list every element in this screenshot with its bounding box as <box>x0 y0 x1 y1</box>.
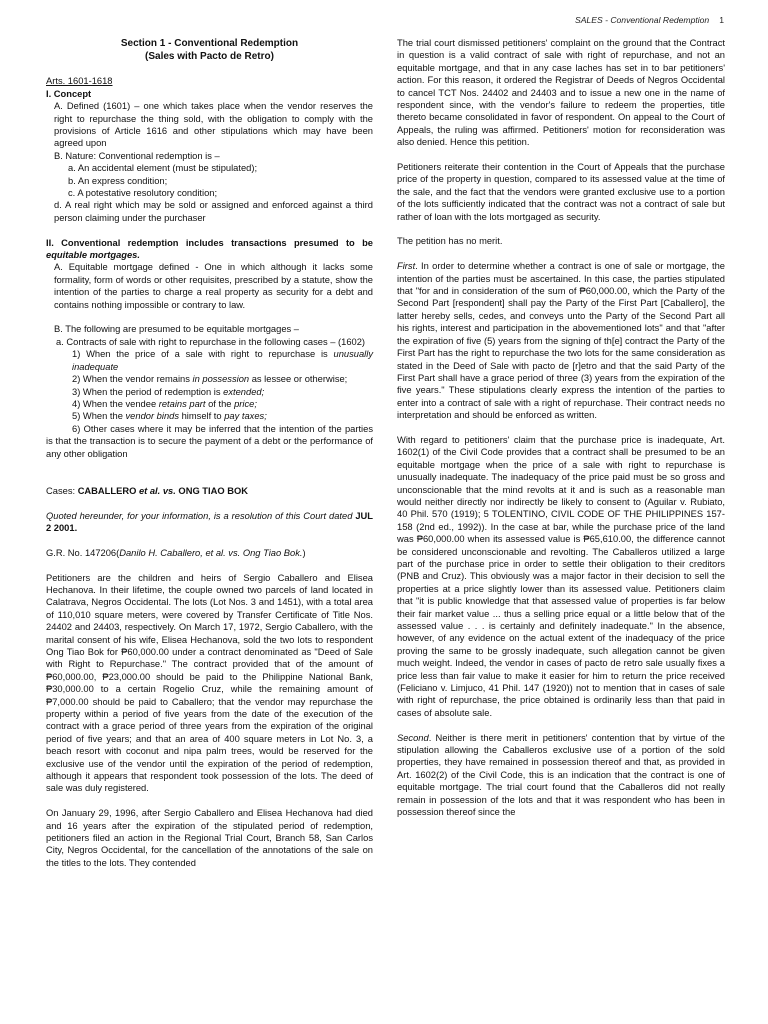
presumption-heading: B. The following are presumed to be equitable mortgages – <box>54 324 299 335</box>
presumption-case: 3) When the period of redemption is extended; <box>72 386 265 397</box>
facts-paragraph: Petitioners are the children and heirs of Sergio Caballero and Elisea Hechanova. In their lifetime, the couple owned two parcels of land located in Calatrava, Negros Occidental. The lots (Lot Nos. 3 and 1451), with a total area of 110,010 square meters, were covered by Transfer Certificate of Title Nos. 24402 and 24403, respectively. On March 17, 1972, Sergio Caballero, with the marital consent of his wife, Elisea Hechanova, sold the two lots to respondent Ong Tiao Bok for ₱60,000.00 under a contract denominated as "Deed of Sale with Right to Repurchase." The contract provided that of the amount of ₱60,000.00, ₱23,000.00 should be paid to the Philippine National Bank, ₱30,000.00 to a certain Rogelio Cruz, while the remaining amount of ₱7,000.00 should be paid to Caballero; that the vendor may repurchase the property within a period of five years from the date of the execution of the contract with a grace period of three years from the expiration of the original period of five years; and that an area of 400 square meters in Lot No. 3, a beach resort with coconut and nipa palm trees, would be reserved for the exclusive use of the vendor until the expiration of the period of redemption, although it appears that respondent took possession of the lots. The deed of sale was duly registered. <box>46 572 373 794</box>
trial-court-paragraph: The trial court dismissed petitioners' complaint on the ground that the Contract in question is a valid contract of sale with right of repurchase, and not an equitable mortgage, and that in any case laches has set in to bar petitioners' action. For this reason, it ordered the Registrar of Deeds of Negros Occidental to cancel TCT Nos. 24402 and 24403 and to issue a new one in the name of respondent since, with the vendor's failure to redeem the properties, title thereto became consolidated in favor of respondent. On appeal to the Court of Appeals, the ruling was affirmed. Petitioners' motion for reconsideration was also denied. Hence this petition. <box>397 38 725 148</box>
definition-paragraph: A. Defined (1601) – one which takes place when the vendor reserves the right to repurchase the thing sold, with the obligation to comply with the provisions of Article 1616 and other stipulations which may have been agreed upon <box>54 101 373 149</box>
presumption-case: 6) Other cases where it may be inferred that the intention of the parties is that the transaction is to secure the payment of a debt or the performance of any other obligation <box>46 423 373 459</box>
equitable-mortgage-definition: A. Equitable mortgage defined - One in which although it lacks some formality, form of words or other requisites, prescribed by a statute, show the intention of the parties to charge a real property as security for a debt and contains nothing impossible or contrary to law. <box>54 262 373 310</box>
nature-item: a. An accidental element (must be stipulated); <box>68 163 258 174</box>
presumption-case: 2) When the vendor remains in possession as lessee or otherwise; <box>72 374 348 385</box>
right-column <box>397 37 725 819</box>
no-merit-paragraph: The petition has no merit. <box>397 236 503 247</box>
first-paragraph: First. In order to determine whether a contract is one of sale or mortgage, the intention of the parties must be ascertained. In this case, the parties stipulated that "for and in consideration of the sum of ₱60,000.00, which the Party of the Second Part [respondent] shall pay the Party of the First Part [Caballero], the latter hereby sells, cedes, and conveys unto the Party of the Second Part all his rights, interest and participation in the abovementioned lots" and that "after the expiration of five (5) years from the signing of th[e] contract the Party of the First Part has the right to repurchase the two lots for the same consideration as stated in the Deed of Sale with pacto de [r]etro and that the said Party of the First Part shall have a grace period of three (3) years from the expiration of the five years." These stipulations clearly express the intention of the parties to enter into a contract of sale with a right of repurchase. Their contract needs no interpretation and should be enforced as written. <box>397 261 725 421</box>
section-subtitle: (Sales with Pacto de Retro) <box>145 51 274 62</box>
concept-heading: I. Concept <box>46 88 92 99</box>
cases-line: Cases: CABALLERO et al. vs. ONG TIAO BOK <box>46 485 248 496</box>
presumption-case: 1) When the price of a sale with right to repurchase is unusually inadequate <box>72 349 373 372</box>
action-paragraph: On January 29, 1996, after Sergio Caballero and Elisea Hechanova had died and 16 years after the expiration of the stipulated period of redemption, petitioners filed an action in the Regional Trial Court, Branch 58, San Carlos City, Negros Occidental, for the cancellation of the annotations of the sale on the titles to the lots. They contended <box>46 808 373 868</box>
nature-item: d. A real right which may be sold or assigned and enforced against a third person claiming under the purchaser <box>54 200 373 223</box>
equitable-mortgage-heading: II. Conventional redemption includes transactions presumed to be equitable mortgages. <box>46 237 373 261</box>
running-header <box>575 15 724 25</box>
second-paragraph: Second. Neither is there merit in petitioners' contention that by virtue of the stipulation allowing the Caballeros exclusive use of a portion of the sold properties, they have remained in possession thereof and that, as provided in Art. 1602(2) of the Civil Code, this is an indication that the contract is one of equitable mortgage. The trial court found that the Caballeros did not really remain in possession of the lots and that it was respondent who has been in possession thereof since the <box>397 732 725 818</box>
nature-heading: B. Nature: Conventional redemption is – <box>54 150 220 161</box>
inadequate-price-paragraph: With regard to petitioners' claim that the purchase price is inadequate, Art. 1602(1) of the Civil Code provides that a contract shall be presumed to be an equitable mortgage when the price of a sale with right to repurchase is unusually inadequate. The inadequacy of the price paid must be so gross and unconscionable that the mind revolts at it and is such as a reasonable man would neither directly nor indirectly be likely to consent to (Aguilar v. Rubiato, 40 Phil. 570 (1919); 5 TOLENTINO, CIVIL CODE OF THE PHILIPPINES 157-158 (2nd ed., 1992)). In the case at bar, while the purchase price of the land was ₱60,000.00 when its assessed value is ₱65,610.00, the difference cannot be considered unconscionable and revolting. The Caballeros utilized a large part of the purchase price in order to settle their obligation to their creditors (PNB and Cruz). This obviously was a major factor in their decision to sell the properties at a price slightly lower than its assessed value. Petitioners claim that "it is public knowledge that that assessed value of properties is far below their fair market value ... thus a selling price equal or a little below that of the assessed value . . . is certainly and definitely inadequate." In the absence, however, of any evidence on the actual extent of the inadequacy of the price proving the same to be grossly inadequate, such allegation cannot be given much weight. Indeed, the vendor in cases of pacto de retro sale usually fixes a price less than fair value to make it easier for him to return the price received (Feliciano v. Limjuco, 41 Phil. 147 (1920)) not to mention that in cases of sale with right of repurchase, the price obtained is ordinarily less than that paid in cases of absolute sale. <box>397 434 725 718</box>
articles-reference: Arts. 1601-1618 <box>46 76 113 87</box>
running-title: SALES - Conventional Redemption <box>574 15 710 25</box>
presumption-case: 5) When the vendor binds himself to pay taxes; <box>72 411 267 422</box>
presumption-case: 4) When the vendee retains part of the price; <box>72 398 257 409</box>
quoted-resolution: Quoted hereunder, for your information, is a resolution of this Court dated JUL 2 2001. <box>46 510 373 533</box>
nature-item: b. An express condition; <box>68 175 168 186</box>
page-number: 1 <box>719 15 724 25</box>
reiterate-paragraph: Petitioners reiterate their contention in the Court of Appeals that the purchase price of the property in question, compared to its assessed value at the time of the sale, and the fact that the vendors were granted exclusive use to a portion of the lots sufficiently indicated that the contract was not a contract of sale but rather of loan with the lots mortgaged as security. <box>397 162 725 222</box>
section-title: Section 1 - Conventional Redemption <box>120 38 299 49</box>
gr-number: G.R. No. 147206(Danilo H. Caballero, et al. vs. Ong Tiao Bok.) <box>46 547 306 558</box>
presumption-subheading: a. Contracts of sale with right to repurchase in the following cases – (1602) <box>56 336 366 347</box>
left-column <box>46 37 373 869</box>
nature-item: c. A potestative resolutory condition; <box>68 188 218 199</box>
